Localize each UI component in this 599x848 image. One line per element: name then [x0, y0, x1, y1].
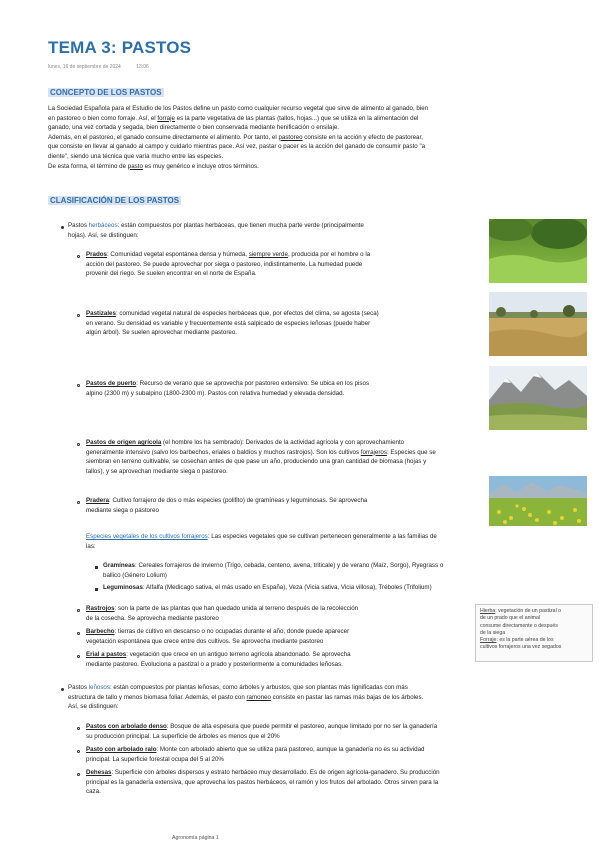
list-item-arbolado-ralo: Pasto con arbolado ralo: Monte con arbolado abierto que se utiliza para pastoreo, aunque la ganadería no es su actividad principal. La superficie forestal ocupa del 5 al 20%: [86, 746, 425, 763]
bullet: [95, 588, 98, 591]
list-item-erial: Erial a pastos: vegetación que crece en un antiguo terreno agrícola abandonado. Se aprovecha mediante pastoreo. Evoluciona a pastizal o a prado y posteriormente a comunidades leñosas.: [86, 651, 351, 668]
list-item-barbecho: Barbecho: tierras de cultivo en descanso o no ocupadas durante el año, donde puede aparecer vegetación espontánea que crece entre dos cultivos. Se aprovecha mediante pastoreo: [86, 628, 350, 645]
mountain-pasture-photo: [489, 366, 587, 430]
bullet: [77, 255, 80, 258]
list-item-pastizales: Pastizales: comunidad vegetal natural de especies herbáceas que, por efectos del clima, se agosta (seca) en verano. Su densidad es variable y frecuentemente está salpicado de especies leñosas (puede haber algún árbol). Se suelen aprovechar mediante pastoreo.: [86, 310, 379, 337]
list-item-puerto: Pastos de puerto: Recurso de verano que se aprovecha por pastoreo extensivo. Se ubica en los pisos alpino (2300 m) y subalpino (1800-2300 m). Pastos con relativa humedad y elevada densidad.: [86, 380, 370, 397]
list-item-herbaceos: Pastos herbáceos: están compuestos por plantas herbáceas, que tienen mucha parte verde (principalmente hojas). Así, se distinguen:: [68, 222, 364, 239]
list-item-arbolado-denso: Pastos con arbolado denso: Bosque de alta espesura que puede permitir el pastoreo, aunque limitado por no ser la ganadería su producción principal. La superficie de árboles es menos que el 20%: [86, 723, 438, 740]
bullet: [77, 750, 80, 753]
side-note: Hierba: vegetación de un pastizal o de un prado que el animal consume directamente o después de la siega Forraje: es la parte aérea de los cultivos forrajeros una vez segados: [475, 604, 593, 662]
page-title: TEMA 3: PASTOS: [48, 38, 192, 57]
list-item-dehesas: Dehesas: Superficie con árboles dispersos y estrato herbáceo muy desarrollado. Es de origen agrícola-ganadero. Su producción principal es la ganadería extensiva, que aprovecha los pastos herbáceos, el ramón y los frutos del arbolado. Otros sirven para la caza.: [86, 769, 440, 796]
concepto-paragraph: La Sociedad Española para el Estudio de los Pastos define un pasto como cualquier recurso vegetal que sirve de alimento al ganado, bien en pastoreo o bien como forraje. Así, el forraje es la parte vegetativa de las plantas (tallos, hojas...) que se utiliza en la alimentación del ganado, una vez cortada y segada, bien directamente o bien conservada mediante henificación o ensilaje. Además, en el pastoreo, el ganado consume directamente el alimento. Por tanto, el pastoreo consiste en la acción y efecto de pastorear, que consiste en llevar al ganado al campo y cuidarlo mientras pace. Así vez, pastar o pacer es la acción del ganado de consumir pasto "a diente", siendo una técnica que varía mucho entre las especies. De esta forma, el término de pasto es muy genérico e incluye otros términos.: [48, 105, 429, 170]
bullet: [77, 727, 80, 730]
flower-meadow-photo: [489, 476, 587, 526]
list-item-pradera: Pradera: Cultivo forrajero de dos o más especies (polifito) de gramíneas y leguminosas. Se aprovecha mediante siega o pastoreo: [86, 497, 368, 514]
page-date: lunes, 16 de septiembre de 2024: [48, 64, 121, 70]
bullet: [61, 226, 64, 229]
bullet: [77, 655, 80, 658]
page-time: 13:06: [136, 64, 149, 70]
list-item-leguminosas: Leguminosas: Alfalfa (Medicago sativa, el más usado en España), Veza (Vicia sativa, Vicia villosa), Tréboles (Trifolium): [103, 584, 432, 591]
bullet: [77, 609, 80, 612]
section-heading-concepto: CONCEPTO DE LOS PASTOS: [50, 88, 162, 97]
list-item-agricola: Pastos de origen agrícola (el hombre los ha sembrado): Derivados de la actividad agrícola y con aprovechamiento generalmente intensivo (salvo los barbechos, eriales o baldíos y muchos rastrojos). Son los cultivos forrajeros: Especies que se siembran en terreno cultivable, se cosechan antes de que pase un año, produciendo una gran cantidad de biomasa (hojas y tallos), y se aprovechan mediante siega o pastoreo.: [86, 439, 436, 475]
meadow-photo: [489, 219, 587, 283]
bullet: [77, 443, 80, 446]
bullet: [61, 688, 64, 691]
bullet: [77, 632, 80, 635]
list-item-lenosos: Pastos leñosos: están compuestos por plantas leñosas, como árboles y arbustos, que son plantas más lignificadas con más estructura de tallo y menos biomasa foliar. Además, el pasto con ramoneo consiste en pastar las ramas más bajas de los árboles. Así, se distinguen:: [68, 684, 424, 711]
grassland-photo: [489, 292, 587, 356]
bullet: [77, 501, 80, 504]
list-item-rastrojos: Rastrojos: son la parte de las plantas que han quedado unida al terreno después de la recolección de la cosecha. Se aprovecha mediante pastoreo: [86, 605, 359, 622]
especies-paragraph: Especies vegetales de los cultivos forrajeros: Las especies vegetales que se cultivan pertenecen generalmente a las familias de las:: [86, 533, 437, 550]
bullet: [77, 314, 80, 317]
page-meta: [48, 64, 163, 70]
section-heading-clasificacion: CLASIFICACIÓN DE LOS PASTOS: [50, 196, 180, 205]
bullet: [95, 566, 98, 569]
list-item-prados: Prados: Comunidad vegetal espontánea densa y húmeda, siempre verde, producida por el hombre o la acción del pastoreo. Se puede aprovechar por siega o pastoreo, indistintamente. La humedad puede provenir del riego. Se suelen encontrar en el norte de España.: [86, 251, 371, 278]
bullet: [77, 773, 80, 776]
list-item-gramineas: Gramíneas: Cereales forrajeros de invierno (Trigo, cebada, centeno, avena, triticale) y de verano (Maíz, Sorgo), Ryegrass o ballico (Género Lolium): [103, 562, 444, 579]
bullet: [77, 384, 80, 387]
page-footer: Agronomía página 1: [172, 835, 219, 841]
